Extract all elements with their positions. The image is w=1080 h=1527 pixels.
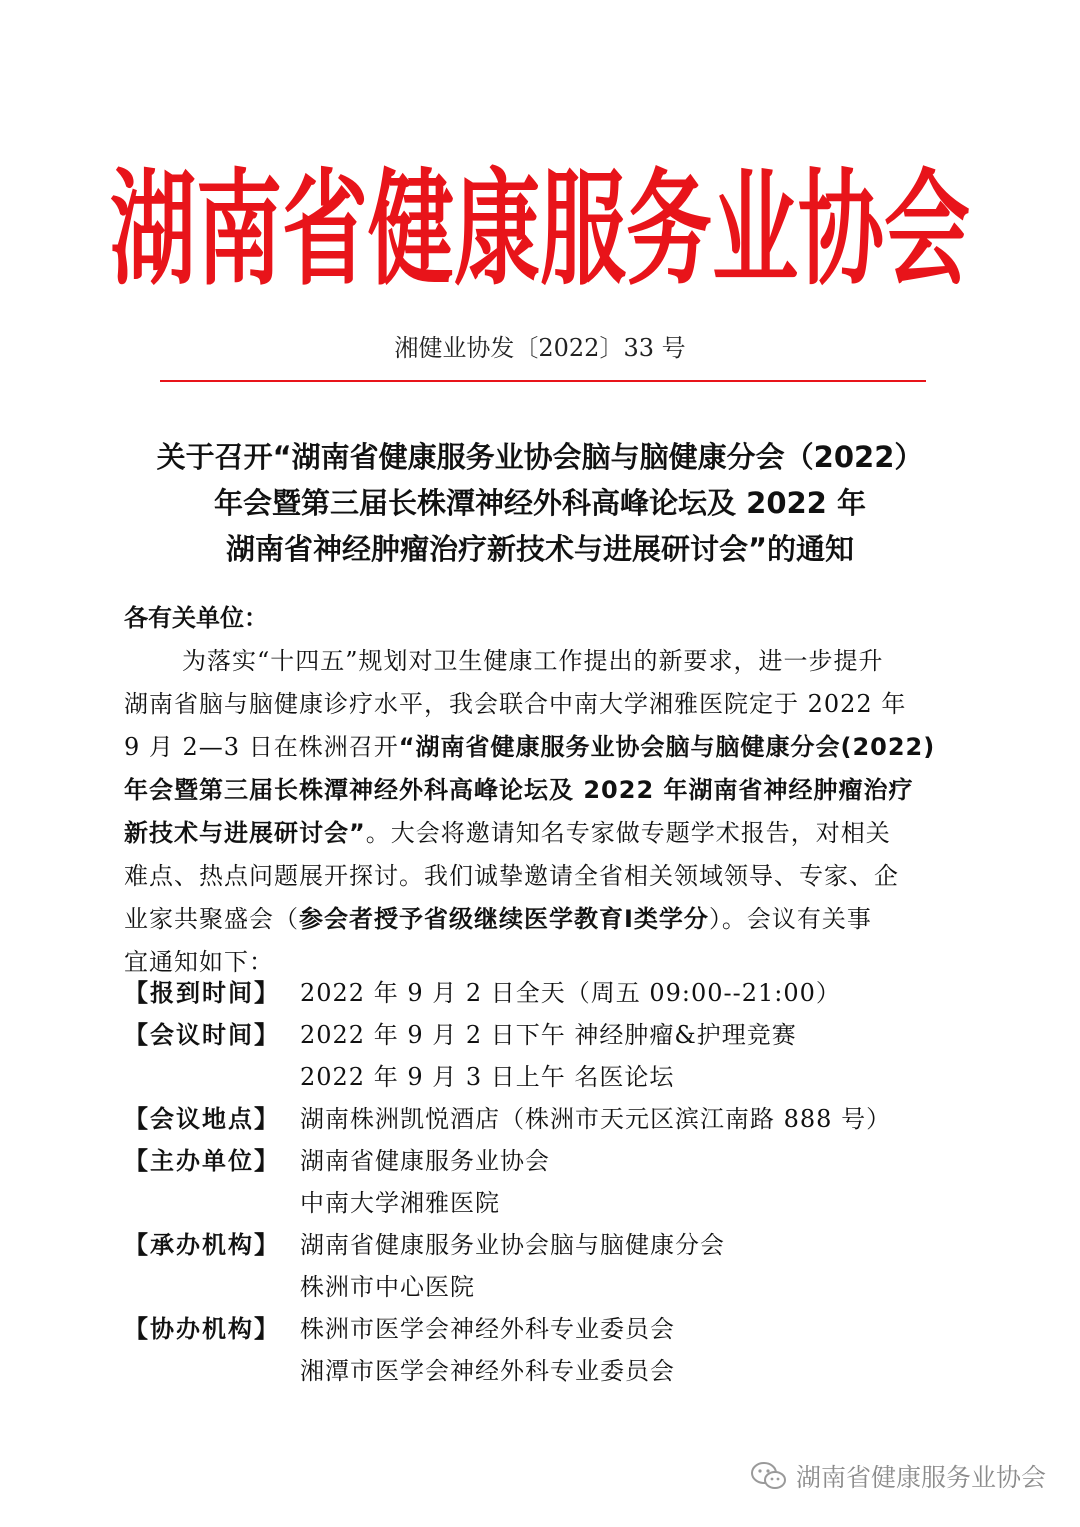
detail-value: 湖南株洲凯悦酒店（株洲市天元区滨江南路 888 号）: [300, 1105, 892, 1133]
body-line: [124, 812, 958, 855]
meeting-name-bold: “湖南省健康服务业协会脑与脑健康分会(2022): [398, 733, 936, 761]
body-line: 难点、热点问题展开探讨。我们诚挚邀请全省相关领域领导、专家、企: [124, 862, 899, 890]
detail-value: 湖南省健康服务业协会脑与脑健康分会: [300, 1231, 725, 1259]
credit-note-bold: 参会者授予省级继续医学教育Ⅰ类学分: [299, 905, 709, 933]
detail-value: 2022 年 9 月 2 日下午 神经肿瘤&护理竞赛: [300, 1021, 797, 1049]
body-text-span: 业家共聚盛会（: [124, 905, 299, 933]
body-line: 宜通知如下：: [124, 948, 274, 976]
body-line: 湖南省脑与脑健康诊疗水平，我会联合中南大学湘雅医院定于 2022 年: [124, 690, 907, 718]
detail-row-co-organizer: [124, 1308, 984, 1392]
detail-label: 【协办机构】: [124, 1315, 280, 1343]
detail-label: 【报到时间】: [124, 979, 280, 1007]
body-text-span: ）。会议有关事: [708, 905, 872, 933]
detail-value: 中南大学湘雅医院: [300, 1189, 500, 1217]
body-text-span: 9 月 2—3 日在株洲召开: [124, 733, 399, 761]
meeting-name-bold: 新技术与进展研讨会”: [124, 819, 366, 847]
detail-label: 【主办单位】: [124, 1147, 280, 1175]
detail-row-registration: [124, 972, 984, 1014]
watermark-text: 湖南省健康服务业协会: [795, 1463, 1046, 1492]
body-paragraph: [124, 640, 958, 984]
org-letterhead-title: 湖南省健康服务业协会: [110, 158, 970, 303]
detail-value: 株洲市医学会神经外科专业委员会: [300, 1315, 675, 1343]
detail-label: 【会议地点】: [124, 1105, 280, 1133]
wechat-watermark: [750, 1458, 1046, 1494]
notice-headline: [60, 434, 1020, 572]
body-line: [124, 898, 958, 941]
detail-value: 株洲市中心医院: [300, 1273, 475, 1301]
detail-label: 【会议时间】: [124, 1021, 280, 1049]
body-line: 为落实“十四五”规划对卫生健康工作提出的新要求，进一步提升: [182, 647, 884, 675]
detail-row-venue: [124, 1098, 984, 1140]
detail-value: 湖南省健康服务业协会: [300, 1147, 550, 1175]
detail-value: 湘潭市医学会神经外科专业委员会: [300, 1357, 675, 1385]
headline-line: 年会暨第三届长株潭神经外科高峰论坛及 2022 年: [214, 486, 866, 520]
red-divider-line: [160, 380, 926, 382]
meeting-name-bold: 年会暨第三届长株潭神经外科高峰论坛及 2022 年湖南省神经肿瘤治疗: [124, 776, 914, 804]
detail-value: 2022 年 9 月 2 日全天（周五 09:00--21:00）: [300, 979, 841, 1007]
document-number: 湘健业协发〔2022〕33 号: [394, 334, 686, 362]
detail-row-meeting-time: [124, 1014, 984, 1098]
wechat-icon: [750, 1461, 788, 1491]
detail-row-host: [124, 1140, 984, 1224]
headline-line: 湖南省神经肿瘤治疗新技术与进展研讨会”的通知: [225, 532, 855, 566]
detail-label: 【承办机构】: [124, 1231, 280, 1259]
detail-row-organizer: [124, 1224, 984, 1308]
detail-value: 2022 年 9 月 3 日上午 名医论坛: [300, 1063, 675, 1091]
body-line: [124, 726, 958, 769]
headline-line: 关于召开“湖南省健康服务业协会脑与脑健康分会（2022）: [156, 440, 924, 474]
salutation: 各有关单位：: [124, 604, 268, 632]
meeting-details: [124, 972, 984, 1392]
body-text-span: 。大会将邀请知名专家做专题学术报告，对相关: [365, 819, 891, 847]
